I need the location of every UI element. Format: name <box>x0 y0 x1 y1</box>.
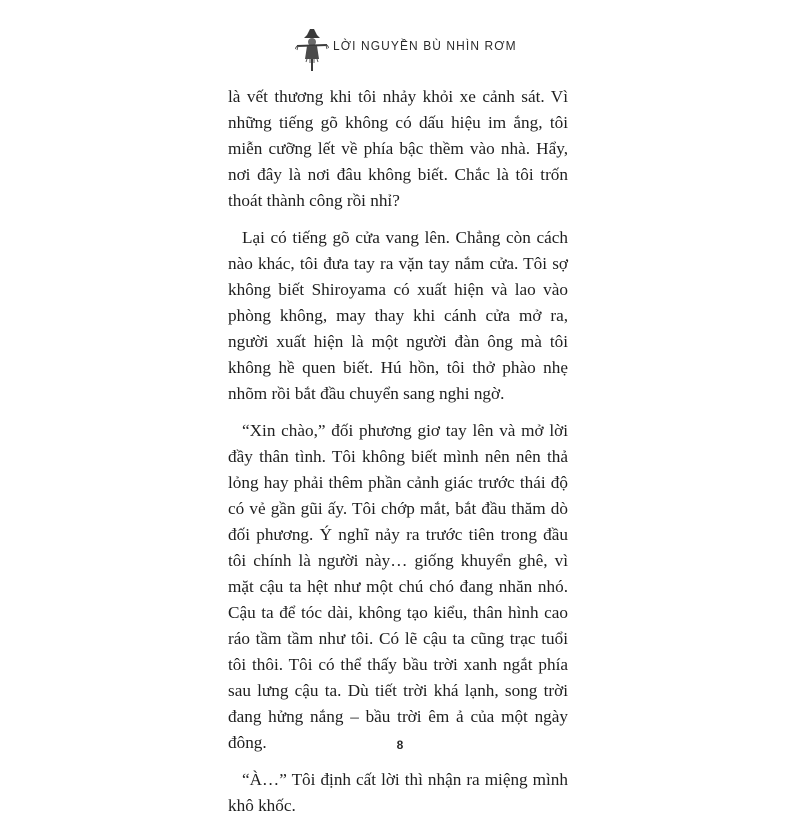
paragraph: “Xin chào,” đối phương giơ tay lên và mở lời đầy thân tình. Tôi không biết mình nên nên thả lỏng hay phải thêm phần cảnh giác trước thái độ có vẻ gần gũi ấy. Tôi chớp mắt, bắt đầu thăm dò đối phương. Ý nghĩ nảy ra trước tiên trong đầu tôi chính là người này… giống khuyển ghê, vì mặt cậu ta hệt như một chú chó đang nhăn nhó. Cậu ta để tóc dài, không tạo kiểu, thân hình cao ráo tầm tầm như tôi. Có lẽ cậu ta cũng trạc tuổi tôi thôi. Tôi có thể thấy bầu trời xanh ngắt phía sau lưng cậu ta. Dù tiết trời khá lạnh, song trời đang hửng nắng – bầu trời êm ả của một ngày đông. <box>228 421 568 752</box>
paragraph: “À…” Tôi định cất lời thì nhận ra miệng mình khô khốc. <box>228 770 568 815</box>
running-header <box>0 22 800 72</box>
paragraph: là vết thương khi tôi nhảy khỏi xe cảnh sát. Vì những tiếng gõ không có dấu hiệu im ắng, tôi miễn cưỡng lết về phía bậc thềm vào nhà. Hẩy, nơi đây là nơi đâu không biết. Chắc là tôi trốn thoát thành công rồi nhỉ? <box>228 87 568 210</box>
scarecrow-icon <box>295 26 329 72</box>
page-number: 8 <box>396 738 404 752</box>
book-title: LỜI NGUYỀN BÙ NHÌN RƠM <box>333 38 517 53</box>
paragraph: Lại có tiếng gõ cửa vang lên. Chẳng còn cách nào khác, tôi đưa tay ra vặn tay nắm cửa. Tôi sợ không biết Shiroyama có xuất hiện và lao vào phòng không, may thay khi cánh cửa mở ra, người xuất hiện là một người đàn ông mà tôi không hề quen biết. Hú hồn, tôi thở phào nhẹ nhõm rồi bắt đầu chuyển sang nghi ngờ. <box>228 228 568 403</box>
page-text <box>228 84 568 830</box>
